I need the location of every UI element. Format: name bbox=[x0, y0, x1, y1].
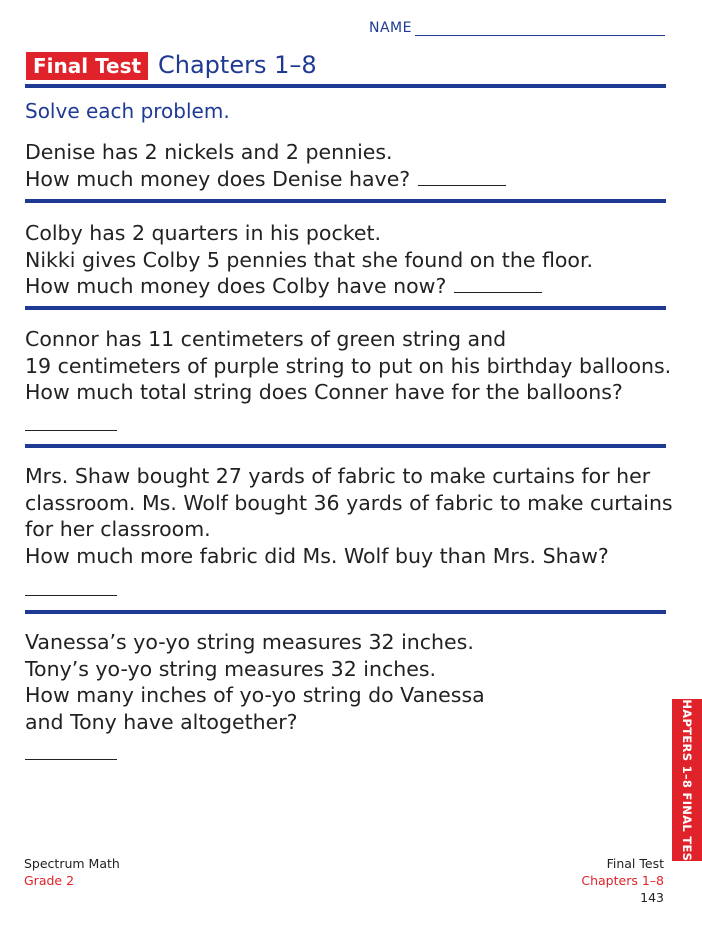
footer-right bbox=[581, 855, 664, 906]
problem-1-line-2: How much money does Denise have? bbox=[25, 166, 411, 191]
problem-5-line-1: Vanessa’s yo-yo string measures 32 inches. bbox=[25, 630, 474, 654]
problem-1-question-line bbox=[25, 166, 665, 193]
problem-2-line-2: Nikki gives Colby 5 pennies that she found on the floor. bbox=[25, 247, 594, 272]
problem-2-line-1: Colby has 2 quarters in his pocket. bbox=[25, 221, 382, 245]
problem-1-line-1: Denise has 2 nickels and 2 pennies. bbox=[25, 140, 393, 164]
problem-2 bbox=[25, 220, 665, 300]
problem-4-answer-blank[interactable] bbox=[25, 595, 117, 596]
problem-5-answer-blank[interactable] bbox=[25, 759, 117, 760]
problem-4-line-2: classroom. Ms. Wolf bought 36 yards of fabric to make curtains bbox=[25, 490, 673, 515]
divider-2 bbox=[25, 306, 666, 310]
problem-2-question-line bbox=[25, 273, 665, 300]
chapter-side-tab bbox=[672, 690, 702, 870]
page-number: 143 bbox=[640, 890, 664, 905]
side-tab-label: CHAPTERS 1–8 FINAL TEST bbox=[680, 690, 694, 870]
problem-3-line-3: How much total string does Conner have for the balloons? bbox=[25, 380, 623, 404]
divider-4 bbox=[25, 610, 666, 614]
page-title: Chapters 1–8 bbox=[158, 51, 317, 79]
divider-1 bbox=[25, 199, 666, 203]
problem-3-answer-blank[interactable] bbox=[25, 430, 117, 431]
divider-3 bbox=[25, 444, 666, 448]
name-label: NAME bbox=[369, 20, 412, 36]
problem-5 bbox=[25, 629, 665, 735]
problem-2-answer-blank[interactable] bbox=[454, 292, 542, 293]
footer-test-name: Final Test bbox=[606, 856, 664, 871]
problem-4-line-4: How much more fabric did Ms. Wolf buy than Mrs. Shaw? bbox=[25, 543, 609, 568]
final-test-badge: Final Test bbox=[26, 52, 148, 80]
header-rule bbox=[25, 84, 666, 88]
footer-grade: Grade 2 bbox=[24, 873, 75, 888]
problem-1 bbox=[25, 139, 665, 192]
problem-4-line-1: Mrs. Shaw bought 27 yards of fabric to make curtains for her bbox=[25, 464, 651, 488]
problem-5-line-2: Tony’s yo-yo string measures 32 inches. bbox=[25, 656, 437, 681]
problem-4 bbox=[25, 463, 673, 569]
problem-3-line-1: Connor has 11 centimeters of green string and bbox=[25, 327, 507, 351]
problem-4-line-3: for her classroom. bbox=[25, 517, 211, 541]
problem-5-line-3: How many inches of yo-yo string do Vanessa bbox=[25, 683, 485, 707]
name-input-line[interactable] bbox=[415, 35, 665, 36]
problem-5-line-4: and Tony have altogether? bbox=[25, 709, 298, 734]
problem-3 bbox=[25, 326, 672, 406]
instructions: Solve each problem. bbox=[25, 99, 230, 123]
problem-3-line-2: 19 centimeters of purple string to put on his birthday balloons. bbox=[25, 353, 672, 378]
problem-2-line-3: How much money does Colby have now? bbox=[25, 274, 447, 298]
problem-1-answer-blank[interactable] bbox=[418, 185, 506, 186]
footer-series: Spectrum Math bbox=[24, 856, 120, 871]
footer-chapters: Chapters 1–8 bbox=[581, 873, 664, 888]
footer-left bbox=[24, 855, 120, 889]
